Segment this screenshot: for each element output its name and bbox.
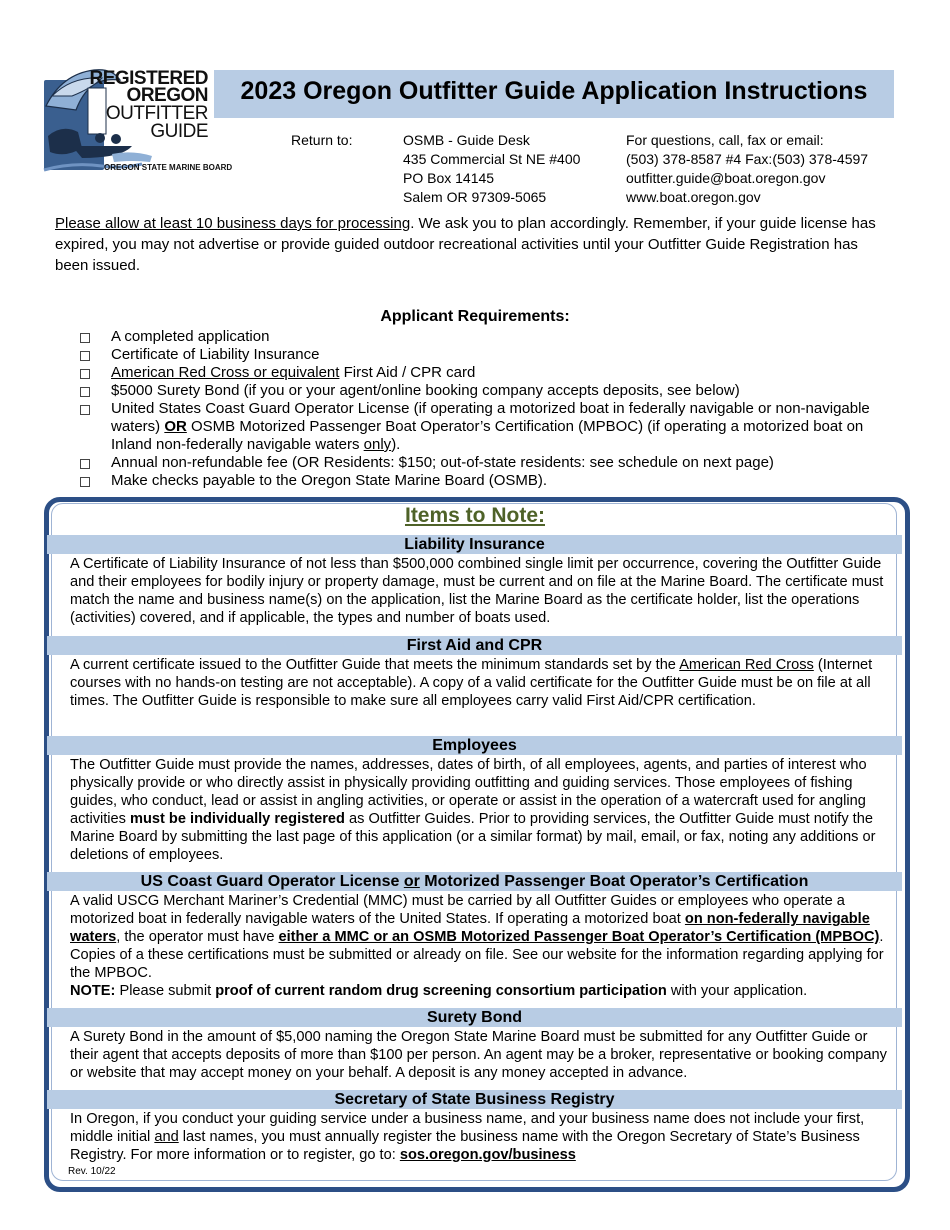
address-line: Salem OR 97309-5065 bbox=[403, 189, 547, 205]
title-bar bbox=[214, 70, 894, 118]
text-run: . Copies of a these certifications must be submitted or already on file. See our website for the information regarding applying for the MPBOC. bbox=[70, 929, 884, 981]
non-federal-waters-emphasis: on non-federally navigable waters bbox=[70, 911, 870, 945]
requirement-text: $5000 Surety Bond (if you or your agent/online booking company accepts deposits, see below) bbox=[111, 382, 740, 399]
requirement-item bbox=[80, 328, 870, 346]
processing-notice bbox=[55, 213, 895, 276]
logo-line-guide: GUIDE bbox=[150, 121, 208, 142]
contact-heading: For questions, call, fax or email: bbox=[626, 132, 824, 148]
checkbox[interactable] bbox=[80, 369, 90, 379]
checkbox[interactable] bbox=[80, 405, 90, 415]
requirement-text: OSMB Motorized Passenger Boat Operator’s Certification (MPBOC) (if operating a motorized boat on Inland non-federally navigable waters bbox=[111, 418, 864, 453]
requirement-item bbox=[80, 454, 870, 472]
drug-screening-bold: proof of current random drug screening consortium participation bbox=[215, 983, 667, 999]
text-run: Please submit bbox=[115, 983, 216, 999]
checkbox[interactable] bbox=[80, 387, 90, 397]
or-underlined: or bbox=[403, 873, 420, 890]
requirement-text-underlined: American Red Cross or equivalent bbox=[111, 364, 340, 381]
text-run: A current certificate issued to the Outfitter Guide that meets the minimum standards set by the bbox=[70, 657, 680, 673]
requirement-text: Annual non-refundable fee (OR Residents: $150; out-of-state residents: see schedule on next page) bbox=[111, 454, 774, 471]
return-to-label: Return to: bbox=[291, 132, 353, 148]
text-run: (Internet courses with no hands-on testing are not acceptable). A copy of a valid certificate for the Outfitter Guide must be on file at all times. The Outfitter Guide is responsible to make sure all employees carry valid First Aid/CPR certification. bbox=[70, 657, 873, 709]
logo-line-registered: REGISTERED bbox=[89, 68, 208, 89]
text-run: US Coast Guard Operator License bbox=[140, 873, 404, 890]
address-line: PO Box 14145 bbox=[403, 170, 495, 186]
section-text-employees bbox=[70, 756, 896, 864]
items-to-note-heading: Items to Note: bbox=[404, 504, 545, 527]
checkbox[interactable] bbox=[80, 477, 90, 487]
text-run: The Outfitter Guide must provide the names, addresses, dates of birth, of all employees, agents, and parties of interest who physically provide or who directly assist in physically providing outfitting and guiding services. Those employees of fishing guides, who conduct, lead or assist in angling activities, or operate or assist in the operation of a watercraft used for angling activities bbox=[70, 757, 867, 827]
requirements-checklist bbox=[80, 328, 870, 490]
page-title: 2023 Oregon Outfitter Guide Application Instructions bbox=[240, 77, 868, 105]
requirement-item bbox=[80, 400, 870, 454]
contact-email-link[interactable]: outfitter.guide@boat.oregon.gov bbox=[626, 170, 826, 186]
text-run: , the operator must have bbox=[116, 929, 279, 945]
address-line: OSMB - Guide Desk bbox=[403, 132, 530, 148]
and-underlined: and bbox=[154, 1129, 179, 1145]
revision-label: Rev. 10/22 bbox=[68, 1166, 116, 1177]
checkbox[interactable] bbox=[80, 351, 90, 361]
requirement-item bbox=[80, 364, 870, 382]
requirement-or-emphasis: OR bbox=[164, 418, 187, 435]
text-run: as Outfitter Guides. Prior to providing services, the Outfitter Guide must notify the Marine Board by submitting the last page of this application (or a similar format) by mail, email, or fax, noting any additions or deletions of employees. bbox=[70, 811, 876, 863]
requirement-text: ). bbox=[391, 436, 401, 453]
contact-phone-fax: (503) 378-8587 #4 Fax:(503) 378-4597 bbox=[626, 151, 869, 167]
contact-website-link[interactable]: www.boat.oregon.gov bbox=[626, 189, 761, 205]
requirement-text: First Aid / CPR card bbox=[339, 364, 476, 381]
section-header-business-registry: Secretary of State Business Registry bbox=[47, 1090, 902, 1109]
text-run: with your application. bbox=[666, 983, 808, 999]
requirement-text: Certificate of Liability Insurance bbox=[111, 346, 320, 363]
requirement-text: A completed application bbox=[111, 328, 270, 345]
checkbox[interactable] bbox=[80, 333, 90, 343]
note-label: NOTE: bbox=[70, 983, 116, 999]
text-run: In Oregon, if you conduct your guiding service under a business name, and your business name does not include your first, middle initial bbox=[70, 1111, 865, 1145]
section-header-employees: Employees bbox=[47, 736, 902, 755]
contact-info bbox=[626, 131, 868, 207]
section-header-liability: Liability Insurance bbox=[47, 535, 902, 554]
checkbox[interactable] bbox=[80, 459, 90, 469]
section-header-surety-bond: Surety Bond bbox=[47, 1008, 902, 1027]
section-text-first-aid bbox=[70, 656, 896, 710]
return-address bbox=[403, 131, 580, 207]
requirement-only-emphasis: only bbox=[363, 436, 392, 453]
processing-time-underlined: Please allow at least 10 business days for processing bbox=[55, 215, 411, 232]
logo-agency-name: OREGON STATE MARINE BOARD bbox=[104, 163, 233, 172]
requirement-item bbox=[80, 382, 870, 400]
requirement-item bbox=[80, 472, 870, 490]
section-header-uscg bbox=[47, 872, 902, 891]
section-text-surety-bond: A Surety Bond in the amount of $5,000 naming the Oregon State Marine Board must be submitted for any Outfitter Guide or their agent that accepts deposits of more than $100 per person. An agent may be a broker, representative or booking company or website that may accept money on your behalf. A deposit is any money accepted in advance. bbox=[70, 1029, 887, 1081]
requirement-text: Make checks payable to the Oregon State Marine Board (OSMB). bbox=[111, 472, 548, 489]
section-text-liability: A Certificate of Liability Insurance of not less than $500,000 combined single limit per occurrence, covering the Outfitter Guide and their employees for bodily injury or property damage, must be current and on file at the Marine Board. The certificate must match the name and business name(s) on the application, list the Marine Board as the certificate holder, list the operations (activities) covered, and if applicable, the types and number of boats used. bbox=[70, 556, 884, 626]
red-cross-underlined: American Red Cross bbox=[679, 657, 814, 673]
logo-line-outfitter: OUTFITTER bbox=[105, 103, 208, 124]
text-run: last names, you must annually register the business name with the Oregon Secretary of State’s Business Registry. For more information or to register, go to: bbox=[70, 1129, 860, 1163]
sos-business-link[interactable]: sos.oregon.gov/business bbox=[399, 1147, 576, 1163]
section-text-uscg bbox=[70, 892, 896, 1000]
osmb-logo bbox=[42, 66, 233, 176]
section-header-first-aid: First Aid and CPR bbox=[47, 636, 902, 655]
individually-registered-bold: must be individually registered bbox=[130, 811, 345, 827]
requirement-item bbox=[80, 346, 870, 364]
mmc-or-mpboc-emphasis: either a MMC or an OSMB Motorized Passenger Boat Operator’s Certification (MPBOC) bbox=[278, 929, 880, 945]
logo-line-oregon: OREGON bbox=[126, 85, 208, 106]
section-text-business-registry bbox=[70, 1110, 896, 1164]
processing-notice-text: . We ask you to plan accordingly. Remember, if your guide license has expired, you may not advertise or provide guided outdoor recreational activities until your Outfitter Guide Registration has been issued. bbox=[55, 215, 876, 274]
text-run: A valid USCG Merchant Mariner’s Credential (MMC) must be carried by all Outfitter Guides or employees who operate a motorized boat in federally navigable waters of the United States. If operating a motorized boat bbox=[70, 893, 845, 927]
text-run: Motorized Passenger Boat Operator’s Certification bbox=[419, 873, 809, 890]
address-line: 435 Commercial St NE #400 bbox=[403, 151, 581, 167]
requirements-heading: Applicant Requirements: bbox=[380, 308, 570, 325]
requirement-text: United States Coast Guard Operator License (if operating a motorized boat in federally navigable or non-navigable waters) bbox=[111, 400, 870, 435]
